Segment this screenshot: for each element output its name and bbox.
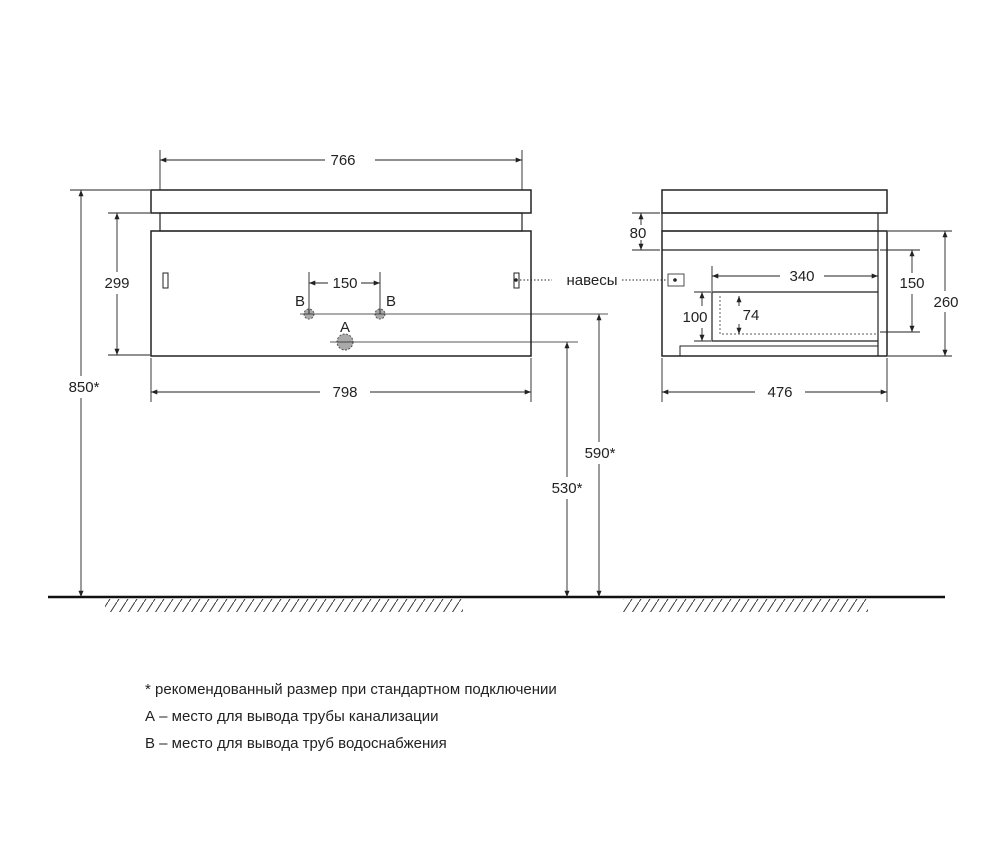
dim-a-height: 530* — [551, 480, 583, 497]
dim-inner-height: 100 — [682, 309, 708, 326]
dim-total-height: 850* — [68, 379, 100, 396]
front-countertop — [151, 190, 531, 213]
dim-b-height: 590* — [584, 445, 616, 462]
dim-body-width: 798 — [332, 384, 358, 401]
dim-inner-small: 74 — [742, 307, 760, 324]
label-b-left: B — [294, 293, 306, 310]
side-countertop — [662, 190, 887, 213]
legend-note-a: А – место для вывода трубы канализации — [145, 708, 439, 725]
dim-drawer-depth: 340 — [789, 268, 815, 285]
dim-side-body-height: 260 — [933, 294, 959, 311]
front-sink-band — [160, 213, 522, 231]
hangers-label: навесы — [566, 272, 618, 289]
front-hanger-left — [163, 273, 168, 288]
legend — [145, 676, 557, 757]
legend-note-asterisk: * рекомендованный размер при стандартном подключении — [145, 681, 557, 698]
dim-drawer-height: 150 — [899, 275, 925, 292]
label-a: A — [339, 319, 351, 336]
floor — [48, 597, 945, 612]
side-sink-band — [662, 213, 878, 231]
legend-note-b: В – место для вывода труб водоснабжения — [145, 735, 447, 752]
side-plinth — [680, 346, 878, 356]
dim-depth: 476 — [767, 384, 793, 401]
dim-body-height: 299 — [104, 275, 130, 292]
floor-hatch-right — [623, 599, 868, 612]
dim-top-height: 80 — [629, 225, 647, 242]
dim-top-width: 766 — [330, 152, 356, 169]
floor-hatch-left — [105, 599, 463, 612]
label-b-right: B — [385, 293, 397, 310]
dim-pipe-spacing: 150 — [332, 275, 358, 292]
side-view — [662, 190, 887, 356]
